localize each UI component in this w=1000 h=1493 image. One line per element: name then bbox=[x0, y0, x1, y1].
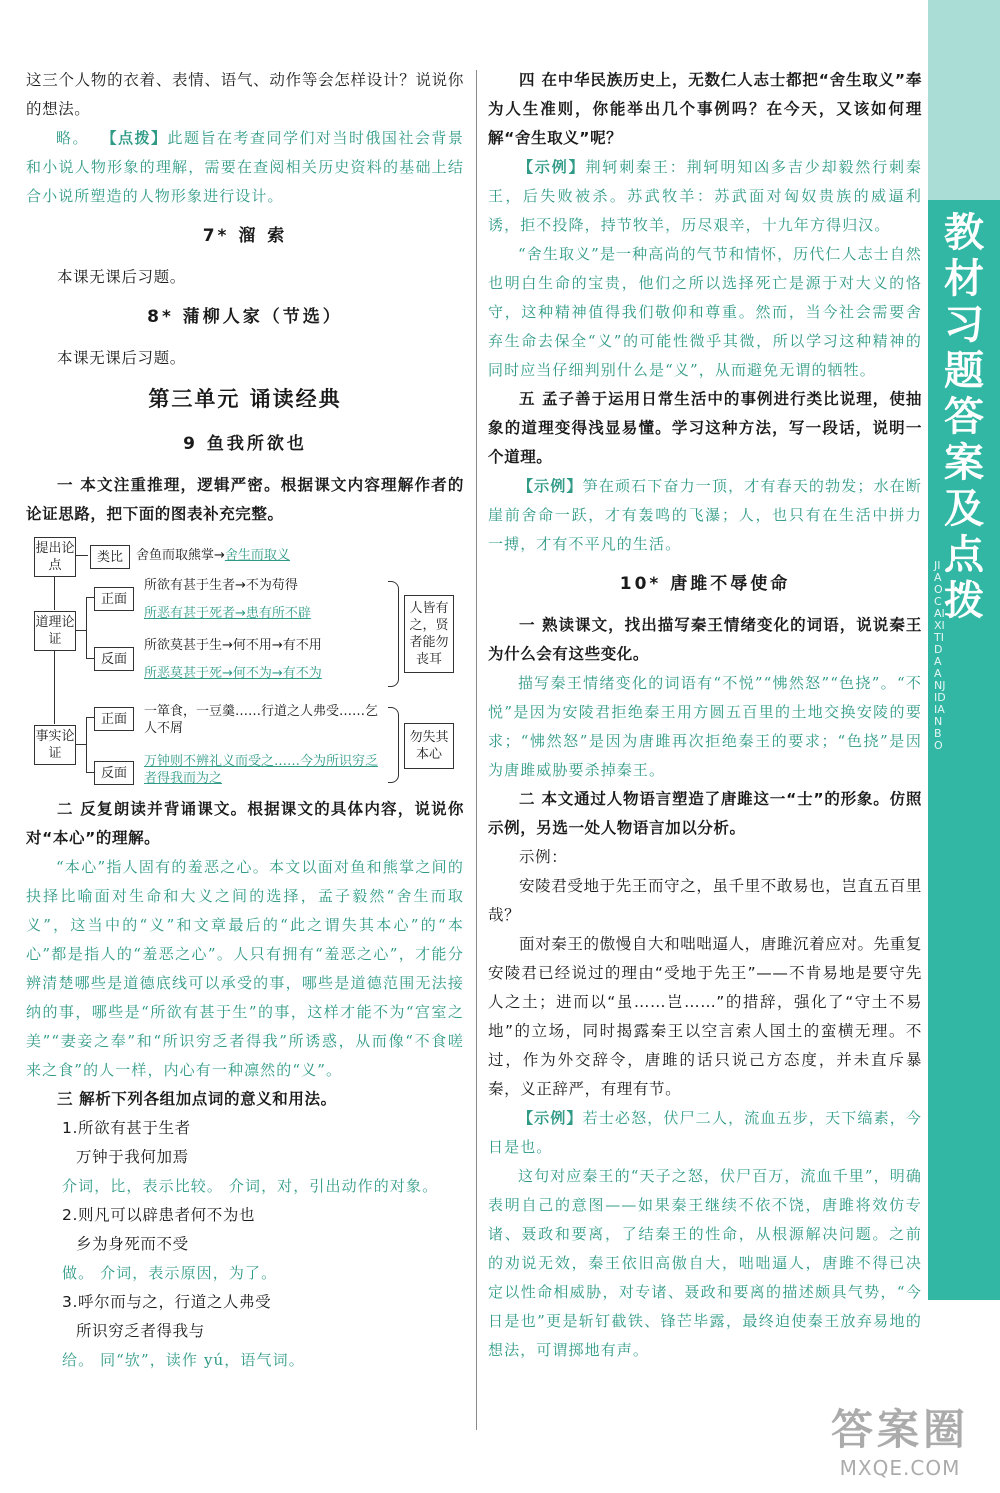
q3-answer: 给。 同“欤”，读作 yú，语气词。 bbox=[62, 1351, 305, 1369]
sentence-text: 也 bbox=[239, 1206, 256, 1224]
item-number: 1. bbox=[62, 1119, 78, 1137]
site-watermark bbox=[802, 1404, 998, 1490]
sentence-text: 万钟 bbox=[76, 1148, 109, 1166]
answer-text: 笋在顽石下奋力一顶，才有春天的勃发；水在断崖前舍命一跃，才有轰鸣的飞瀑；人，也只有在生活中拼力一搏，才有不平凡的生活。 bbox=[488, 477, 922, 553]
sentence-text: 呼尔而 bbox=[78, 1293, 127, 1311]
sentence-text: 生者 bbox=[158, 1119, 191, 1137]
example-label: 【示例】 bbox=[518, 477, 583, 495]
question-4: 四 在中华民族历史上，无数仁人志士都把“舍生取义”奉为人生准则，你能举出几个事例吗？在今天，又该如何理解“舍生取义”呢？ bbox=[488, 71, 922, 147]
tip-text: 此题旨在考查同学们对当时俄国社会背景和小说人物形象的理解，需要在查阅相关历史资料的基础上结合小说所塑造的人物形象进行设计。 bbox=[26, 129, 465, 205]
diagram-connector bbox=[86, 597, 94, 598]
diagram-connector bbox=[86, 717, 94, 718]
answer-7a bbox=[488, 1104, 922, 1162]
diagram-reason-neg1: 所欲莫甚于生→何不用→有不用 bbox=[144, 638, 322, 653]
tip-label: 【点拨】 bbox=[101, 129, 168, 147]
q3-item-2 bbox=[26, 1201, 464, 1288]
diagram-box-fact: 事实论证 bbox=[34, 725, 76, 765]
answer: 略。 bbox=[56, 129, 89, 147]
sentence-text: 则凡可以辟患者何不 bbox=[78, 1206, 223, 1224]
sentence-text: 所欲有甚 bbox=[78, 1119, 143, 1137]
answer-4b: “舍生取义”是一种高尚的气节和情怀，历代仁人志士自然也明白生命的宝贵，他们之所以选择死亡是源于对大义的恪守，这种精神值得我们敬仰和尊重。然而，当今社会需要舍弃生命去保全“义”的可能性微乎其微，所以学习这种精神的同时应当仔细判别什么是“义”，从而避免无谓的牺牲。 bbox=[488, 245, 922, 379]
analogy-text: 舍鱼而取熊掌→ bbox=[136, 548, 225, 563]
sentence-text: 乡 bbox=[76, 1235, 93, 1253]
example-label: 【示例】 bbox=[518, 1109, 583, 1127]
lesson-note: 本课无课后习题。 bbox=[57, 268, 186, 286]
q3-sentence-1 bbox=[26, 1201, 464, 1230]
question-2: 二 反复朗读并背诵课文。根据课文的具体内容，说说你对“本心”的理解。 bbox=[26, 800, 464, 847]
diagram-box-negative: 反面 bbox=[94, 647, 134, 671]
diagram-reason-pos2: 所恶有甚于死者→患有所不辟 bbox=[144, 606, 311, 621]
question-text: 这三个人物的衣着、表情、语气、动作等会怎样设计？说说你的想法。 bbox=[26, 71, 464, 118]
answer-5 bbox=[488, 472, 922, 559]
watermark-url: MXQE.COM bbox=[839, 1456, 961, 1480]
lesson-title-8: 8* 蒲柳人家（节选） bbox=[147, 307, 343, 327]
diagram-connector bbox=[86, 772, 94, 773]
diagram-fact-neg: 万钟则不辨礼义而受之……今为所识穷乏者得我而为之 bbox=[144, 754, 379, 786]
sentence-text: 我何加焉 bbox=[124, 1148, 189, 1166]
diagram-connector bbox=[76, 744, 86, 745]
question-3: 三 解析下列各组加点词的意义和用法。 bbox=[57, 1090, 337, 1108]
argument-diagram bbox=[26, 531, 464, 789]
column-divider bbox=[476, 70, 477, 1430]
diagram-box-positive: 正面 bbox=[94, 707, 134, 731]
diagram-connector bbox=[76, 630, 86, 631]
lesson-title-7: 7* 溜 索 bbox=[202, 226, 288, 246]
right-column bbox=[488, 66, 922, 1365]
diagram-connector bbox=[54, 650, 55, 724]
diagram-fact-pos: 一箪食，一豆羹……行道之人弗受……乞人不屑 bbox=[144, 704, 379, 736]
diagram-box-negative: 反面 bbox=[94, 761, 134, 785]
dotted-word: 为 bbox=[92, 1235, 109, 1253]
side-tab-title: 教材习题答案及点拨 bbox=[944, 210, 984, 624]
example-analysis: 面对秦王的傲慢自大和咄咄逼人，唐雎沉着应对。先重复安陵君已经说过的理由“受地于先王”——不肯易地是要守先人之土；进而以“虽……岂……”的措辞，强化了“守土不易地”的立场，同时揭露秦王以空言索人国土的蛮横无理。不过，作为外交辞令，唐雎的话只说己方态度，并未直斥暴秦，义正辞严，有理有节。 bbox=[488, 935, 922, 1098]
diagram-connector bbox=[54, 576, 55, 610]
answer-tip bbox=[26, 124, 464, 211]
diagram-reason-neg2: 所恶莫甚于死→何不为→有不为 bbox=[144, 666, 322, 681]
diagram-box-propose: 提出论点 bbox=[34, 537, 76, 577]
dotted-word: 于 bbox=[142, 1119, 159, 1137]
diagram-conclusion-2: 勿失其本心 bbox=[404, 723, 454, 769]
q3-sentence-2 bbox=[26, 1317, 464, 1346]
answer-6: 描写秦王情绪变化的词语有“不悦”“怫然怒”“色挠”。“不悦”是因为安陵君拒绝秦王用方圆五百里的土地交换安陵的要求；“怫然怒”是因为唐雎再次拒绝秦王的要求；“色挠”是因为唐雎威胁要杀掉秦王。 bbox=[488, 674, 922, 779]
diagram-reason-pos1: 所欲有甚于生者→不为苟得 bbox=[144, 578, 298, 593]
sentence-text: 所识穷乏者得我 bbox=[76, 1322, 189, 1340]
dotted-word: 与 bbox=[188, 1322, 205, 1340]
answer-7b: 这句对应秦王的“天子之怒，伏尸百万，流血千里”，明确表明自己的意图——如果秦王继续不依不饶，唐雎将效仿专诸、聂政和要离，了结秦王的性命，从根源解决问题。之前的劝说无效，秦王依旧高傲自大，咄咄逼人，唐雎不得已决定以性命相威胁，对专诸、聂政和要离的描述颇具气势，“今日是也”更是斩钉截铁、锋芒毕露，最终迫使秦王放弃易地的想法，可谓掷地有声。 bbox=[488, 1167, 922, 1359]
diagram-analogy-line bbox=[136, 547, 290, 564]
side-tab-top-band bbox=[928, 0, 1000, 200]
unit-title: 第三单元 诵读经典 bbox=[148, 386, 342, 411]
dotted-word: 与 bbox=[126, 1293, 143, 1311]
lesson-title-10: 10* 唐雎不辱使命 bbox=[619, 574, 791, 594]
answer-2: “本心”指人固有的羞恶之心。本文以面对鱼和熊掌之间的抉择比喻面对生命和大义之间的选择，孟子毅然“舍生而取义”，这当中的“义”和文章最后的“此之谓失其本心”的“本心”都是指人的“羞恶之心”。人只有拥有“羞恶之心”，才能分辨清楚哪些是道德底线可以承受的事，哪些是道德范围无法接纳的事，哪些是“所欲有甚于生”的事，这样才能不为“宫室之美”“妻妾之奉”和“所识穷乏者得我”所诱惑，从而像“不食嗟来之食”的人一样，内心有一种凛然的“义”。 bbox=[26, 858, 464, 1079]
q3-item-3 bbox=[26, 1288, 464, 1375]
diagram-conclusion-1: 人皆有之，贤者能勿丧耳 bbox=[404, 595, 454, 673]
watermark-logo-text: 答案圈 bbox=[830, 1405, 969, 1454]
q3-item-1 bbox=[26, 1114, 464, 1201]
q3-sentence-2 bbox=[26, 1230, 464, 1259]
diagram-box-positive: 正面 bbox=[94, 587, 134, 611]
example-quote: 安陵君受地于先王而守之，虽千里不敢易也，岂直五百里哉？ bbox=[488, 877, 922, 924]
diagram-box-analogy: 类比 bbox=[90, 545, 130, 569]
diagram-connector bbox=[86, 658, 94, 659]
diagram-box-reason: 道理论证 bbox=[34, 611, 76, 651]
analogy-answer: 舍生而取义 bbox=[224, 548, 290, 563]
q3-answer: 介词，比，表示比较。 介词，对，引出动作的对象。 bbox=[62, 1177, 439, 1195]
sentence-text: 之，行道之人弗受 bbox=[142, 1293, 272, 1311]
diagram-brace bbox=[388, 581, 399, 687]
example-label-plain: 示例： bbox=[519, 848, 568, 866]
lesson-title-9: 9 鱼我所欲也 bbox=[183, 434, 307, 454]
lesson-note: 本课无课后习题。 bbox=[57, 349, 186, 367]
q3-sentence-1 bbox=[26, 1114, 464, 1143]
question-1: 一 本文注重推理，逻辑严密。根据课文内容理解作者的论证思路，把下面的图表补充完整。 bbox=[26, 476, 464, 523]
diagram-connector bbox=[86, 597, 87, 659]
q3-sentence-2 bbox=[26, 1143, 464, 1172]
answer-text: 若士必怒，伏尸二人，流血五步，天下缟素，今日是也。 bbox=[488, 1109, 922, 1156]
side-tab bbox=[928, 0, 1000, 1300]
diagram-arrow bbox=[76, 555, 88, 556]
dotted-word: 为 bbox=[222, 1206, 240, 1224]
q3-answer: 做。 介词，表示原因，为了。 bbox=[62, 1264, 278, 1282]
example-label: 【示例】 bbox=[518, 158, 586, 176]
left-column bbox=[26, 66, 464, 1375]
diagram-brace bbox=[388, 707, 399, 783]
question-5: 五 孟子善于运用日常生活中的事例进行类比说理，使抽象的道理变得浅显易懂。学习这种方法，写一段话，说明一个道理。 bbox=[488, 390, 922, 466]
sentence-text: 身死而不受 bbox=[108, 1235, 189, 1253]
answer-text: 荆轲刺秦王：荆轲明知凶多吉少却毅然行刺秦王，后失败被杀。苏武牧羊：苏武面对匈奴贵族的威逼利诱，拒不投降，持节牧羊，历尽艰辛，十九年方得归汉。 bbox=[488, 158, 922, 234]
side-tab-pinyin: JIAOCAIXITIDAANJIDIANBO bbox=[934, 559, 946, 752]
dotted-word: 于 bbox=[108, 1148, 125, 1166]
answer-4a bbox=[488, 153, 922, 240]
question-7: 二 本文通过人物语言塑造了唐雎这一“士”的形象。仿照示例，另选一处人物语言加以分析。 bbox=[488, 790, 922, 837]
item-number: 2. bbox=[62, 1206, 78, 1224]
question-6: 一 熟读课文，找出描写秦王情绪变化的词语，说说秦王为什么会有这些变化。 bbox=[488, 616, 922, 663]
diagram-connector bbox=[86, 717, 87, 773]
q3-sentence-1 bbox=[26, 1288, 464, 1317]
item-number: 3. bbox=[62, 1293, 78, 1311]
